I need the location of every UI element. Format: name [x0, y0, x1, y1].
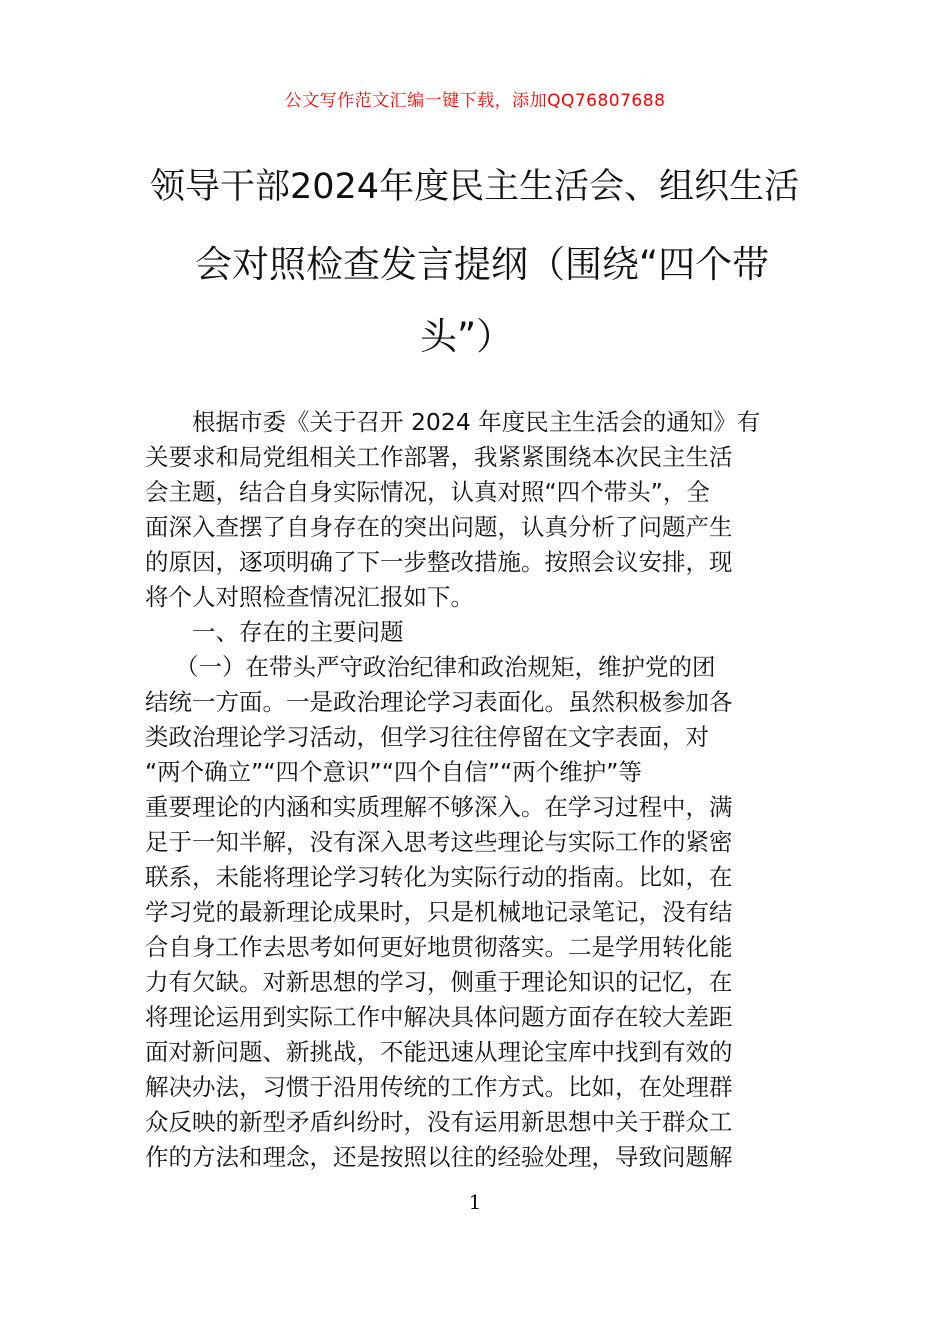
body-line: 结统一方面。一是政治理论学习表面化。虽然积极参加各 — [145, 688, 733, 716]
body-line: （一）在带头严守政治纪律和政治规矩，维护党的团 — [175, 653, 716, 681]
body-line: 的原因，逐项明确了下一步整改措施。按照会议安排，现 — [145, 548, 733, 576]
section-heading: 一、存在的主要问题 — [192, 618, 404, 646]
body-line: 面深入查摆了自身存在的突出问题，认真分析了问题产生 — [145, 513, 733, 541]
body-line: 关要求和局党组相关工作部署，我紧紧围绕本次民主生活 — [145, 443, 733, 471]
body-line: 足于一知半解，没有深入思考这些理论与实际工作的紧密 — [145, 828, 733, 856]
body-line: 联系，未能将理论学习转化为实际行动的指南。比如，在 — [145, 863, 733, 891]
body-line: 重要理论的内涵和实质理解不够深入。在学习过程中，满 — [145, 793, 733, 821]
body-line: 解决办法，习惯于沿用传统的工作方式。比如，在处理群 — [145, 1073, 733, 1101]
header-download-note: 公文写作范文汇编一键下载，添加QQ76807688 — [284, 91, 666, 111]
title-line-1: 领导干部2024年度民主生活会、组织生活 — [150, 167, 800, 207]
body-line: 面对新问题、新挑战，不能迅速从理论宝库中找到有效的 — [145, 1038, 733, 1066]
body-line: 力有欠缺。对新思想的学习，侧重于理论知识的记忆，在 — [145, 968, 733, 996]
title-line-3: 头”） — [420, 315, 514, 358]
body-line: 作的方法和理念，还是按照以往的经验处理，导致问题解 — [145, 1143, 733, 1171]
page-number: 1 — [468, 1190, 482, 1214]
body-line: 将个人对照检查情况汇报如下。 — [145, 583, 474, 611]
body-line: 众反映的新型矛盾纠纷时，没有运用新思想中关于群众工 — [145, 1108, 733, 1136]
body-line: “两个确立”“四个意识”“四个自信”“两个维护”等 — [145, 758, 642, 786]
body-line: 根据市委《关于召开 2024 年度民主生活会的通知》有 — [192, 408, 761, 436]
body-line: 类政治理论学习活动，但学习往往停留在文字表面，对 — [145, 723, 709, 751]
body-line: 合自身工作去思考如何更好地贯彻落实。二是学用转化能 — [145, 933, 733, 961]
document-body — [145, 405, 807, 1185]
body-line: 会主题，结合自身实际情况，认真对照“四个带头”，全 — [145, 478, 710, 506]
title-line-2: 会对照检查发言提纲（围绕“四个带 — [195, 243, 770, 286]
body-line: 将理论运用到实际工作中解决具体问题方面存在较大差距 — [145, 1003, 733, 1031]
body-line: 学习党的最新理论成果时，只是机械地记录笔记，没有结 — [145, 898, 733, 926]
